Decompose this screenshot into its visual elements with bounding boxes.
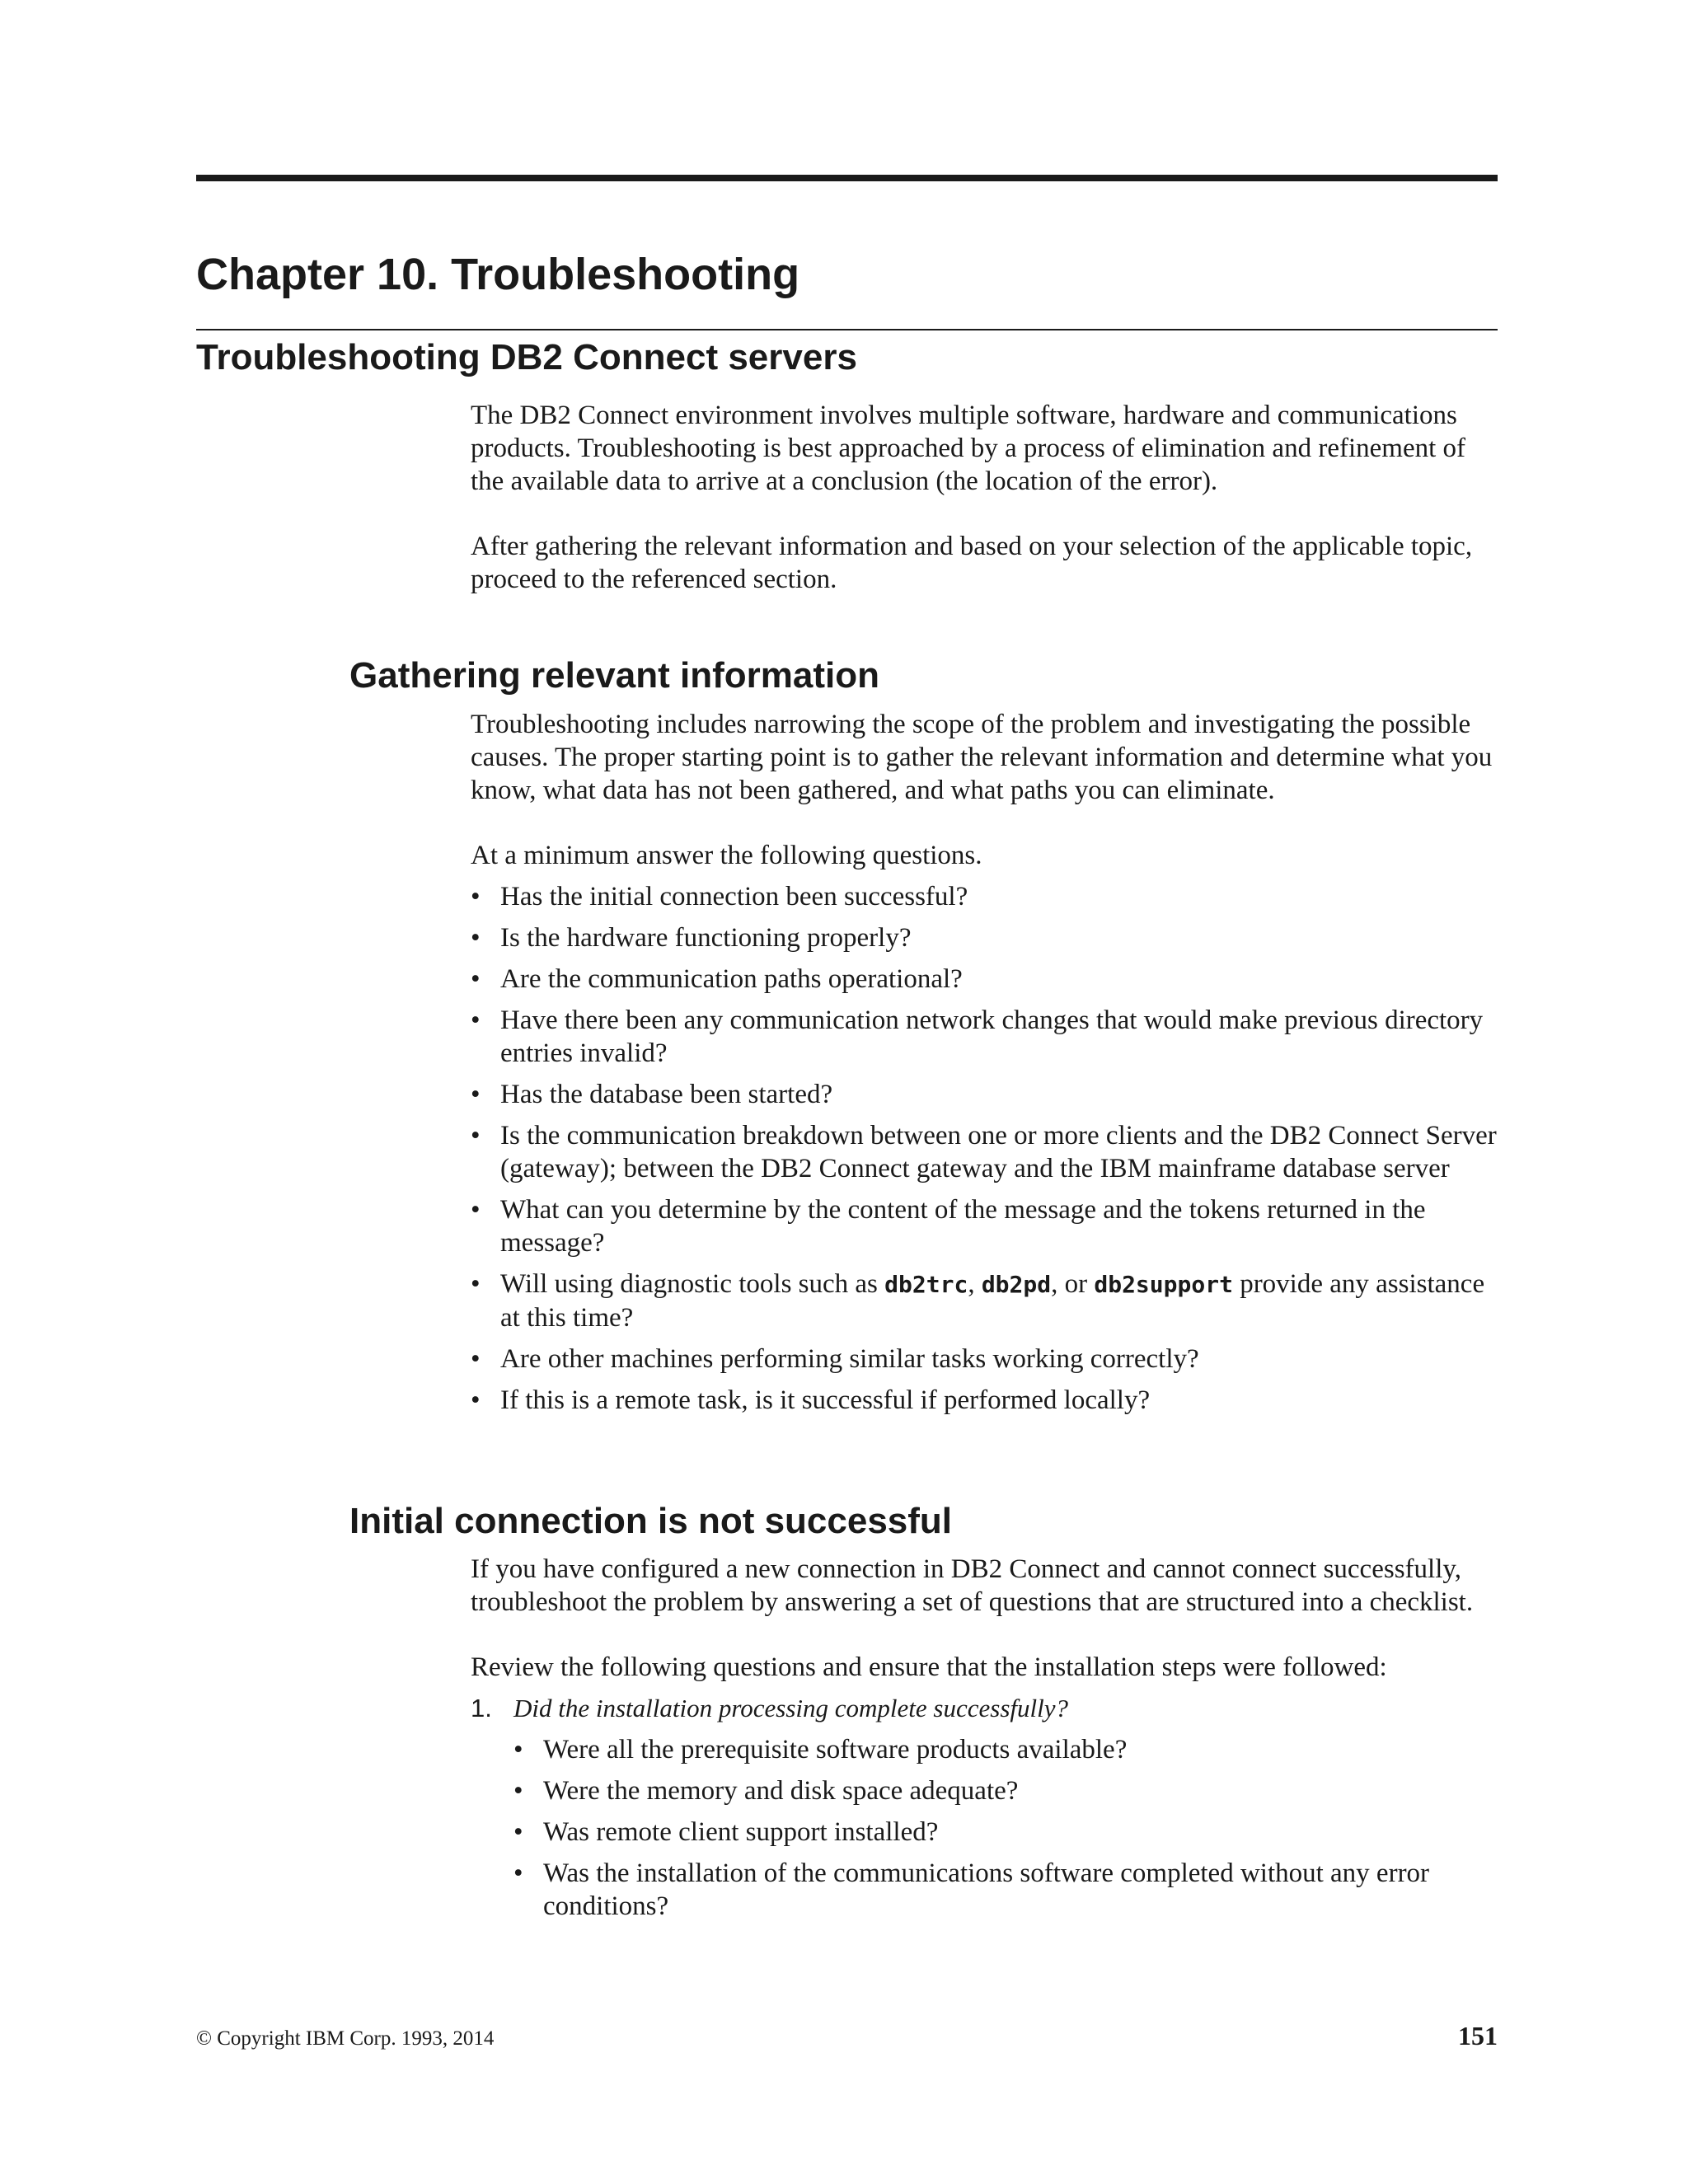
list-item: • Was the installation of the communications software completed without any error conditions? [513, 1858, 1430, 1921]
step-items [513, 1733, 1498, 1923]
list-item: • Has the database been started? [471, 1080, 833, 1109]
list-item: • Was remote client support installed? [513, 1817, 939, 1847]
list-item: • Are other machines performing similar tasks working correctly? [471, 1344, 1199, 1374]
bullet: • [471, 1005, 481, 1035]
checklist [471, 1692, 1498, 1923]
initial-paragraph: If you have configured a new connection in DB2 Connect and cannot connect successfully, troubleshoot the problem by answering a set of questions that are structured into a checklist. [471, 1554, 1474, 1617]
intro-block [471, 399, 1498, 596]
initial-connection-block [471, 1553, 1498, 1923]
top-rule [196, 175, 1498, 181]
section-title: Troubleshooting DB2 Connect servers [196, 337, 857, 377]
step-number: 1. [471, 1694, 492, 1722]
initial-connection-title: Initial connection is not successful [349, 1501, 953, 1541]
list-item: • Has the initial connection been successful? [471, 882, 968, 912]
bullet: • [471, 1195, 481, 1225]
bullet: • [471, 1121, 481, 1151]
command-db2pd: db2pd [981, 1271, 1052, 1298]
bullet: • [471, 964, 481, 994]
gathering-block [471, 708, 1498, 1417]
bullet: • [471, 1344, 481, 1374]
page-number: 151 [1458, 2021, 1498, 2050]
list-item: • Will using diagnostic tools such as db2trc, db2pd, or db2support provide any assistance at this time? [471, 1269, 1485, 1333]
section-rule [196, 329, 1498, 330]
list-item: • Is the communication breakdown between one or more clients and the DB2 Connect Server (gateway); between the DB2 Connect gateway and the IBM mainframe database server [471, 1121, 1497, 1183]
list-item: • Is the hardware functioning properly? [471, 923, 912, 953]
gathering-paragraph: At a minimum answer the following questions. [471, 841, 982, 870]
intro-paragraph: The DB2 Connect environment involves multiple software, hardware and communications products. Troubleshooting is best approached by a process of elimination and refinement of the available data to arrive at a conclusion (the location of the error). [471, 401, 1465, 496]
footer-copyright: © Copyright IBM Corp. 1993, 2014 [196, 2027, 495, 2050]
bullet: • [471, 1080, 481, 1109]
bullet: • [513, 1817, 523, 1847]
questions-list [471, 880, 1498, 1417]
gathering-paragraph: Troubleshooting includes narrowing the scope of the problem and investigating the possible causes. The proper starting point is to gather the relevant information and determine what you know, what data has not been gathered, and what paths you can eliminate. [471, 710, 1493, 805]
initial-paragraph: Review the following questions and ensure that the installation steps were followed: [471, 1652, 1387, 1682]
list-item: • If this is a remote task, is it successful if performed locally? [471, 1385, 1151, 1415]
bullet: • [513, 1858, 523, 1888]
command-db2support: db2support [1094, 1271, 1233, 1298]
bullet: • [513, 1776, 523, 1806]
bullet: • [471, 1385, 481, 1415]
list-item: • Were all the prerequisite software products available? [513, 1735, 1128, 1765]
bullet: • [471, 882, 481, 912]
list-item: • Were the memory and disk space adequate? [513, 1776, 1019, 1806]
list-item: • Are the communication paths operational? [471, 964, 963, 994]
list-item: • What can you determine by the content of the message and the tokens returned in the message? [471, 1195, 1426, 1258]
bullet: • [513, 1735, 523, 1765]
list-item: • Have there been any communication network changes that would make previous directory entries invalid? [471, 1005, 1484, 1068]
chapter-title: Chapter 10. Troubleshooting [196, 250, 800, 299]
intro-paragraph: After gathering the relevant information and based on your selection of the applicable topic, proceed to the referenced section. [471, 532, 1473, 594]
step-question: Did the installation processing complete successfully? [513, 1694, 1068, 1722]
bullet: • [471, 1269, 481, 1299]
bullet: • [471, 923, 481, 953]
command-db2trc: db2trc [884, 1271, 968, 1298]
checklist-step [471, 1692, 1498, 1923]
gathering-title: Gathering relevant information [349, 655, 879, 696]
